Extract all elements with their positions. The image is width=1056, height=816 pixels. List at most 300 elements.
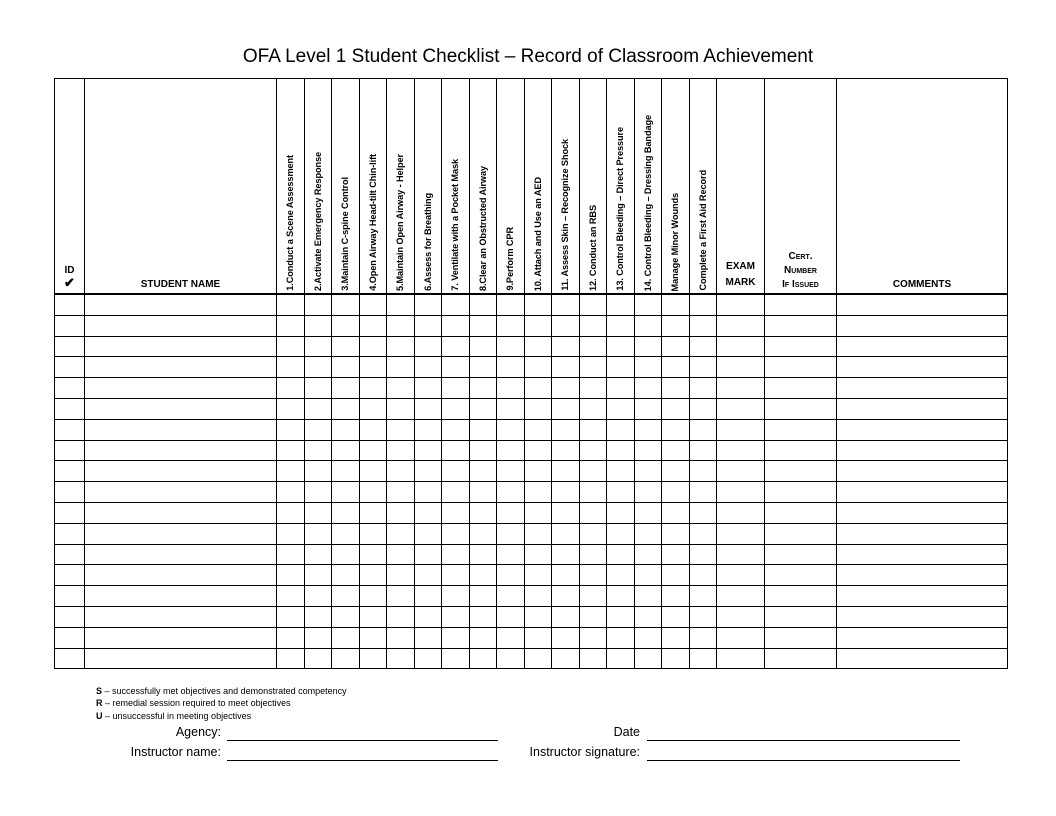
table-cell[interactable] xyxy=(634,606,662,627)
table-cell[interactable] xyxy=(304,440,332,461)
table-cell[interactable] xyxy=(607,336,635,357)
table-cell[interactable] xyxy=(277,398,305,419)
table-cell[interactable] xyxy=(55,565,85,586)
table-cell[interactable] xyxy=(837,586,1008,607)
table-cell[interactable] xyxy=(497,606,525,627)
table-cell[interactable] xyxy=(524,357,552,378)
table-cell[interactable] xyxy=(837,648,1008,669)
table-cell[interactable] xyxy=(837,315,1008,336)
table-cell[interactable] xyxy=(765,461,837,482)
table-cell[interactable] xyxy=(837,544,1008,565)
table-cell[interactable] xyxy=(414,544,442,565)
table-cell[interactable] xyxy=(579,544,607,565)
table-cell[interactable] xyxy=(837,482,1008,503)
table-cell[interactable] xyxy=(689,315,717,336)
table-cell[interactable] xyxy=(304,398,332,419)
table-cell[interactable] xyxy=(524,461,552,482)
table-cell[interactable] xyxy=(579,586,607,607)
table-cell[interactable] xyxy=(497,544,525,565)
table-cell[interactable] xyxy=(332,502,360,523)
table-cell[interactable] xyxy=(662,627,690,648)
table-cell[interactable] xyxy=(765,565,837,586)
table-cell[interactable] xyxy=(662,440,690,461)
table-cell[interactable] xyxy=(304,586,332,607)
table-cell[interactable] xyxy=(607,357,635,378)
table-cell[interactable] xyxy=(607,586,635,607)
table-cell[interactable] xyxy=(414,565,442,586)
table-cell[interactable] xyxy=(607,315,635,336)
table-cell[interactable] xyxy=(304,565,332,586)
table-cell[interactable] xyxy=(332,357,360,378)
table-cell[interactable] xyxy=(497,440,525,461)
table-cell[interactable] xyxy=(359,398,387,419)
table-cell[interactable] xyxy=(304,378,332,399)
table-cell[interactable] xyxy=(332,336,360,357)
table-cell[interactable] xyxy=(442,378,470,399)
table-cell[interactable] xyxy=(552,294,580,315)
table-cell[interactable] xyxy=(387,565,415,586)
table-cell[interactable] xyxy=(579,461,607,482)
table-cell[interactable] xyxy=(717,461,765,482)
table-cell[interactable] xyxy=(765,586,837,607)
table-cell[interactable] xyxy=(717,648,765,669)
table-cell[interactable] xyxy=(634,523,662,544)
table-cell[interactable] xyxy=(717,606,765,627)
table-cell[interactable] xyxy=(277,461,305,482)
table-cell[interactable] xyxy=(469,315,497,336)
table-cell[interactable] xyxy=(414,440,442,461)
table-cell[interactable] xyxy=(634,378,662,399)
table-cell[interactable] xyxy=(607,523,635,544)
table-cell[interactable] xyxy=(332,606,360,627)
table-cell[interactable] xyxy=(55,482,85,503)
table-cell[interactable] xyxy=(717,440,765,461)
table-cell[interactable] xyxy=(837,502,1008,523)
table-cell[interactable] xyxy=(765,648,837,669)
table-cell[interactable] xyxy=(717,378,765,399)
table-cell[interactable] xyxy=(359,502,387,523)
agency-field[interactable] xyxy=(227,740,498,741)
table-cell[interactable] xyxy=(607,398,635,419)
table-cell[interactable] xyxy=(304,419,332,440)
table-cell[interactable] xyxy=(837,627,1008,648)
table-cell[interactable] xyxy=(414,502,442,523)
table-cell[interactable] xyxy=(765,419,837,440)
instructor-name-field[interactable] xyxy=(227,760,498,761)
table-cell[interactable] xyxy=(765,398,837,419)
table-cell[interactable] xyxy=(634,419,662,440)
table-cell[interactable] xyxy=(717,336,765,357)
table-cell[interactable] xyxy=(277,294,305,315)
table-cell[interactable] xyxy=(717,357,765,378)
table-cell[interactable] xyxy=(55,315,85,336)
table-cell[interactable] xyxy=(332,294,360,315)
table-cell[interactable] xyxy=(607,648,635,669)
table-cell[interactable] xyxy=(765,294,837,315)
table-cell[interactable] xyxy=(387,627,415,648)
table-cell[interactable] xyxy=(359,648,387,669)
table-cell[interactable] xyxy=(442,482,470,503)
table-cell[interactable] xyxy=(662,482,690,503)
table-cell[interactable] xyxy=(634,398,662,419)
table-cell[interactable] xyxy=(414,419,442,440)
table-cell[interactable] xyxy=(634,648,662,669)
table-cell[interactable] xyxy=(579,523,607,544)
table-cell[interactable] xyxy=(524,565,552,586)
table-cell[interactable] xyxy=(304,357,332,378)
table-cell[interactable] xyxy=(414,606,442,627)
table-cell[interactable] xyxy=(55,648,85,669)
table-cell[interactable] xyxy=(85,648,277,669)
table-cell[interactable] xyxy=(359,378,387,399)
table-cell[interactable] xyxy=(469,357,497,378)
table-cell[interactable] xyxy=(359,627,387,648)
table-cell[interactable] xyxy=(359,315,387,336)
table-cell[interactable] xyxy=(634,544,662,565)
table-cell[interactable] xyxy=(497,336,525,357)
table-cell[interactable] xyxy=(662,461,690,482)
table-cell[interactable] xyxy=(387,523,415,544)
table-cell[interactable] xyxy=(837,440,1008,461)
table-cell[interactable] xyxy=(579,378,607,399)
table-cell[interactable] xyxy=(387,315,415,336)
table-cell[interactable] xyxy=(837,565,1008,586)
table-cell[interactable] xyxy=(689,378,717,399)
table-cell[interactable] xyxy=(469,482,497,503)
table-cell[interactable] xyxy=(85,357,277,378)
table-cell[interactable] xyxy=(524,315,552,336)
table-cell[interactable] xyxy=(387,419,415,440)
table-cell[interactable] xyxy=(277,336,305,357)
table-cell[interactable] xyxy=(304,294,332,315)
table-cell[interactable] xyxy=(524,294,552,315)
table-cell[interactable] xyxy=(55,627,85,648)
table-cell[interactable] xyxy=(387,544,415,565)
table-cell[interactable] xyxy=(359,357,387,378)
table-cell[interactable] xyxy=(662,586,690,607)
table-cell[interactable] xyxy=(55,294,85,315)
table-cell[interactable] xyxy=(359,544,387,565)
table-cell[interactable] xyxy=(332,378,360,399)
table-cell[interactable] xyxy=(304,315,332,336)
table-cell[interactable] xyxy=(55,398,85,419)
table-cell[interactable] xyxy=(277,482,305,503)
table-cell[interactable] xyxy=(634,440,662,461)
table-cell[interactable] xyxy=(85,586,277,607)
table-cell[interactable] xyxy=(579,482,607,503)
table-cell[interactable] xyxy=(442,336,470,357)
table-cell[interactable] xyxy=(55,606,85,627)
table-cell[interactable] xyxy=(469,544,497,565)
table-cell[interactable] xyxy=(442,357,470,378)
table-cell[interactable] xyxy=(524,419,552,440)
table-cell[interactable] xyxy=(277,378,305,399)
table-cell[interactable] xyxy=(55,378,85,399)
table-cell[interactable] xyxy=(689,627,717,648)
table-cell[interactable] xyxy=(277,586,305,607)
table-cell[interactable] xyxy=(55,544,85,565)
table-cell[interactable] xyxy=(85,565,277,586)
table-cell[interactable] xyxy=(387,294,415,315)
table-cell[interactable] xyxy=(497,357,525,378)
table-cell[interactable] xyxy=(552,586,580,607)
table-cell[interactable] xyxy=(497,294,525,315)
table-cell[interactable] xyxy=(579,440,607,461)
table-cell[interactable] xyxy=(277,523,305,544)
table-cell[interactable] xyxy=(634,336,662,357)
table-cell[interactable] xyxy=(717,294,765,315)
table-cell[interactable] xyxy=(85,461,277,482)
table-cell[interactable] xyxy=(85,419,277,440)
table-cell[interactable] xyxy=(662,294,690,315)
table-cell[interactable] xyxy=(552,482,580,503)
table-cell[interactable] xyxy=(332,419,360,440)
table-cell[interactable] xyxy=(662,544,690,565)
table-cell[interactable] xyxy=(469,461,497,482)
table-cell[interactable] xyxy=(469,378,497,399)
table-cell[interactable] xyxy=(765,523,837,544)
table-cell[interactable] xyxy=(689,294,717,315)
table-cell[interactable] xyxy=(414,294,442,315)
table-cell[interactable] xyxy=(552,461,580,482)
table-cell[interactable] xyxy=(765,627,837,648)
table-cell[interactable] xyxy=(717,502,765,523)
table-cell[interactable] xyxy=(277,648,305,669)
table-cell[interactable] xyxy=(662,315,690,336)
table-cell[interactable] xyxy=(837,461,1008,482)
table-cell[interactable] xyxy=(359,482,387,503)
table-cell[interactable] xyxy=(765,378,837,399)
table-cell[interactable] xyxy=(497,378,525,399)
table-cell[interactable] xyxy=(837,378,1008,399)
table-cell[interactable] xyxy=(662,606,690,627)
table-cell[interactable] xyxy=(55,336,85,357)
table-cell[interactable] xyxy=(765,544,837,565)
table-cell[interactable] xyxy=(387,440,415,461)
table-cell[interactable] xyxy=(332,648,360,669)
table-cell[interactable] xyxy=(552,502,580,523)
table-cell[interactable] xyxy=(524,502,552,523)
table-cell[interactable] xyxy=(689,336,717,357)
table-cell[interactable] xyxy=(55,419,85,440)
table-cell[interactable] xyxy=(442,315,470,336)
table-cell[interactable] xyxy=(414,461,442,482)
table-cell[interactable] xyxy=(55,357,85,378)
table-cell[interactable] xyxy=(765,336,837,357)
table-cell[interactable] xyxy=(497,482,525,503)
table-cell[interactable] xyxy=(765,606,837,627)
table-cell[interactable] xyxy=(552,523,580,544)
table-cell[interactable] xyxy=(497,648,525,669)
table-cell[interactable] xyxy=(524,648,552,669)
table-cell[interactable] xyxy=(717,544,765,565)
table-cell[interactable] xyxy=(837,398,1008,419)
table-cell[interactable] xyxy=(662,565,690,586)
table-cell[interactable] xyxy=(524,523,552,544)
table-cell[interactable] xyxy=(442,606,470,627)
table-cell[interactable] xyxy=(469,398,497,419)
table-cell[interactable] xyxy=(579,606,607,627)
table-cell[interactable] xyxy=(469,627,497,648)
table-cell[interactable] xyxy=(765,315,837,336)
table-cell[interactable] xyxy=(634,357,662,378)
table-cell[interactable] xyxy=(607,294,635,315)
table-cell[interactable] xyxy=(837,336,1008,357)
table-cell[interactable] xyxy=(277,357,305,378)
table-cell[interactable] xyxy=(689,502,717,523)
table-cell[interactable] xyxy=(332,398,360,419)
table-cell[interactable] xyxy=(552,627,580,648)
table-cell[interactable] xyxy=(442,565,470,586)
table-cell[interactable] xyxy=(304,544,332,565)
table-cell[interactable] xyxy=(359,336,387,357)
table-cell[interactable] xyxy=(662,378,690,399)
table-cell[interactable] xyxy=(414,482,442,503)
table-cell[interactable] xyxy=(689,648,717,669)
table-cell[interactable] xyxy=(442,586,470,607)
table-cell[interactable] xyxy=(717,419,765,440)
table-cell[interactable] xyxy=(765,440,837,461)
table-cell[interactable] xyxy=(717,482,765,503)
table-cell[interactable] xyxy=(304,606,332,627)
table-cell[interactable] xyxy=(304,482,332,503)
table-cell[interactable] xyxy=(359,606,387,627)
table-cell[interactable] xyxy=(634,315,662,336)
table-cell[interactable] xyxy=(469,565,497,586)
table-cell[interactable] xyxy=(524,336,552,357)
table-cell[interactable] xyxy=(414,378,442,399)
table-cell[interactable] xyxy=(552,398,580,419)
table-cell[interactable] xyxy=(332,627,360,648)
table-cell[interactable] xyxy=(442,398,470,419)
table-cell[interactable] xyxy=(717,627,765,648)
table-cell[interactable] xyxy=(442,294,470,315)
table-cell[interactable] xyxy=(524,606,552,627)
table-cell[interactable] xyxy=(442,440,470,461)
table-cell[interactable] xyxy=(497,419,525,440)
table-cell[interactable] xyxy=(689,544,717,565)
table-cell[interactable] xyxy=(524,440,552,461)
table-cell[interactable] xyxy=(689,586,717,607)
table-cell[interactable] xyxy=(552,544,580,565)
table-cell[interactable] xyxy=(607,440,635,461)
table-cell[interactable] xyxy=(552,315,580,336)
table-cell[interactable] xyxy=(689,440,717,461)
table-cell[interactable] xyxy=(277,315,305,336)
table-cell[interactable] xyxy=(524,482,552,503)
table-cell[interactable] xyxy=(524,544,552,565)
table-cell[interactable] xyxy=(387,482,415,503)
table-cell[interactable] xyxy=(277,419,305,440)
table-cell[interactable] xyxy=(765,502,837,523)
table-cell[interactable] xyxy=(497,565,525,586)
table-cell[interactable] xyxy=(552,336,580,357)
table-cell[interactable] xyxy=(689,565,717,586)
table-cell[interactable] xyxy=(359,294,387,315)
table-cell[interactable] xyxy=(387,502,415,523)
table-cell[interactable] xyxy=(607,606,635,627)
table-cell[interactable] xyxy=(689,482,717,503)
table-cell[interactable] xyxy=(387,336,415,357)
table-cell[interactable] xyxy=(689,523,717,544)
table-cell[interactable] xyxy=(662,523,690,544)
table-cell[interactable] xyxy=(607,482,635,503)
table-cell[interactable] xyxy=(55,440,85,461)
table-cell[interactable] xyxy=(634,294,662,315)
table-cell[interactable] xyxy=(85,502,277,523)
table-cell[interactable] xyxy=(662,336,690,357)
table-cell[interactable] xyxy=(359,586,387,607)
table-cell[interactable] xyxy=(85,315,277,336)
table-cell[interactable] xyxy=(717,586,765,607)
table-cell[interactable] xyxy=(387,606,415,627)
table-cell[interactable] xyxy=(85,606,277,627)
table-cell[interactable] xyxy=(442,419,470,440)
table-cell[interactable] xyxy=(607,627,635,648)
table-cell[interactable] xyxy=(497,502,525,523)
table-cell[interactable] xyxy=(689,398,717,419)
table-cell[interactable] xyxy=(332,440,360,461)
table-cell[interactable] xyxy=(469,502,497,523)
table-cell[interactable] xyxy=(85,378,277,399)
table-cell[interactable] xyxy=(332,565,360,586)
table-cell[interactable] xyxy=(579,357,607,378)
table-cell[interactable] xyxy=(579,419,607,440)
table-cell[interactable] xyxy=(387,398,415,419)
table-cell[interactable] xyxy=(469,606,497,627)
table-cell[interactable] xyxy=(414,357,442,378)
table-cell[interactable] xyxy=(579,502,607,523)
table-cell[interactable] xyxy=(765,482,837,503)
table-cell[interactable] xyxy=(442,523,470,544)
table-cell[interactable] xyxy=(359,523,387,544)
table-cell[interactable] xyxy=(304,461,332,482)
table-cell[interactable] xyxy=(579,648,607,669)
table-cell[interactable] xyxy=(607,544,635,565)
table-cell[interactable] xyxy=(469,586,497,607)
table-cell[interactable] xyxy=(837,523,1008,544)
table-cell[interactable] xyxy=(552,565,580,586)
table-cell[interactable] xyxy=(55,502,85,523)
table-cell[interactable] xyxy=(662,398,690,419)
table-cell[interactable] xyxy=(387,461,415,482)
table-cell[interactable] xyxy=(497,398,525,419)
table-cell[interactable] xyxy=(552,419,580,440)
table-cell[interactable] xyxy=(607,565,635,586)
table-cell[interactable] xyxy=(85,544,277,565)
table-cell[interactable] xyxy=(662,419,690,440)
table-cell[interactable] xyxy=(85,482,277,503)
table-cell[interactable] xyxy=(634,461,662,482)
table-cell[interactable] xyxy=(497,627,525,648)
table-cell[interactable] xyxy=(359,419,387,440)
table-cell[interactable] xyxy=(717,523,765,544)
table-cell[interactable] xyxy=(717,565,765,586)
table-cell[interactable] xyxy=(55,586,85,607)
table-cell[interactable] xyxy=(387,586,415,607)
instructor-signature-field[interactable] xyxy=(647,760,960,761)
table-cell[interactable] xyxy=(469,523,497,544)
table-cell[interactable] xyxy=(332,586,360,607)
table-cell[interactable] xyxy=(332,523,360,544)
table-cell[interactable] xyxy=(579,315,607,336)
table-cell[interactable] xyxy=(304,648,332,669)
table-cell[interactable] xyxy=(414,336,442,357)
table-cell[interactable] xyxy=(55,523,85,544)
table-cell[interactable] xyxy=(469,648,497,669)
table-cell[interactable] xyxy=(524,398,552,419)
table-cell[interactable] xyxy=(414,523,442,544)
